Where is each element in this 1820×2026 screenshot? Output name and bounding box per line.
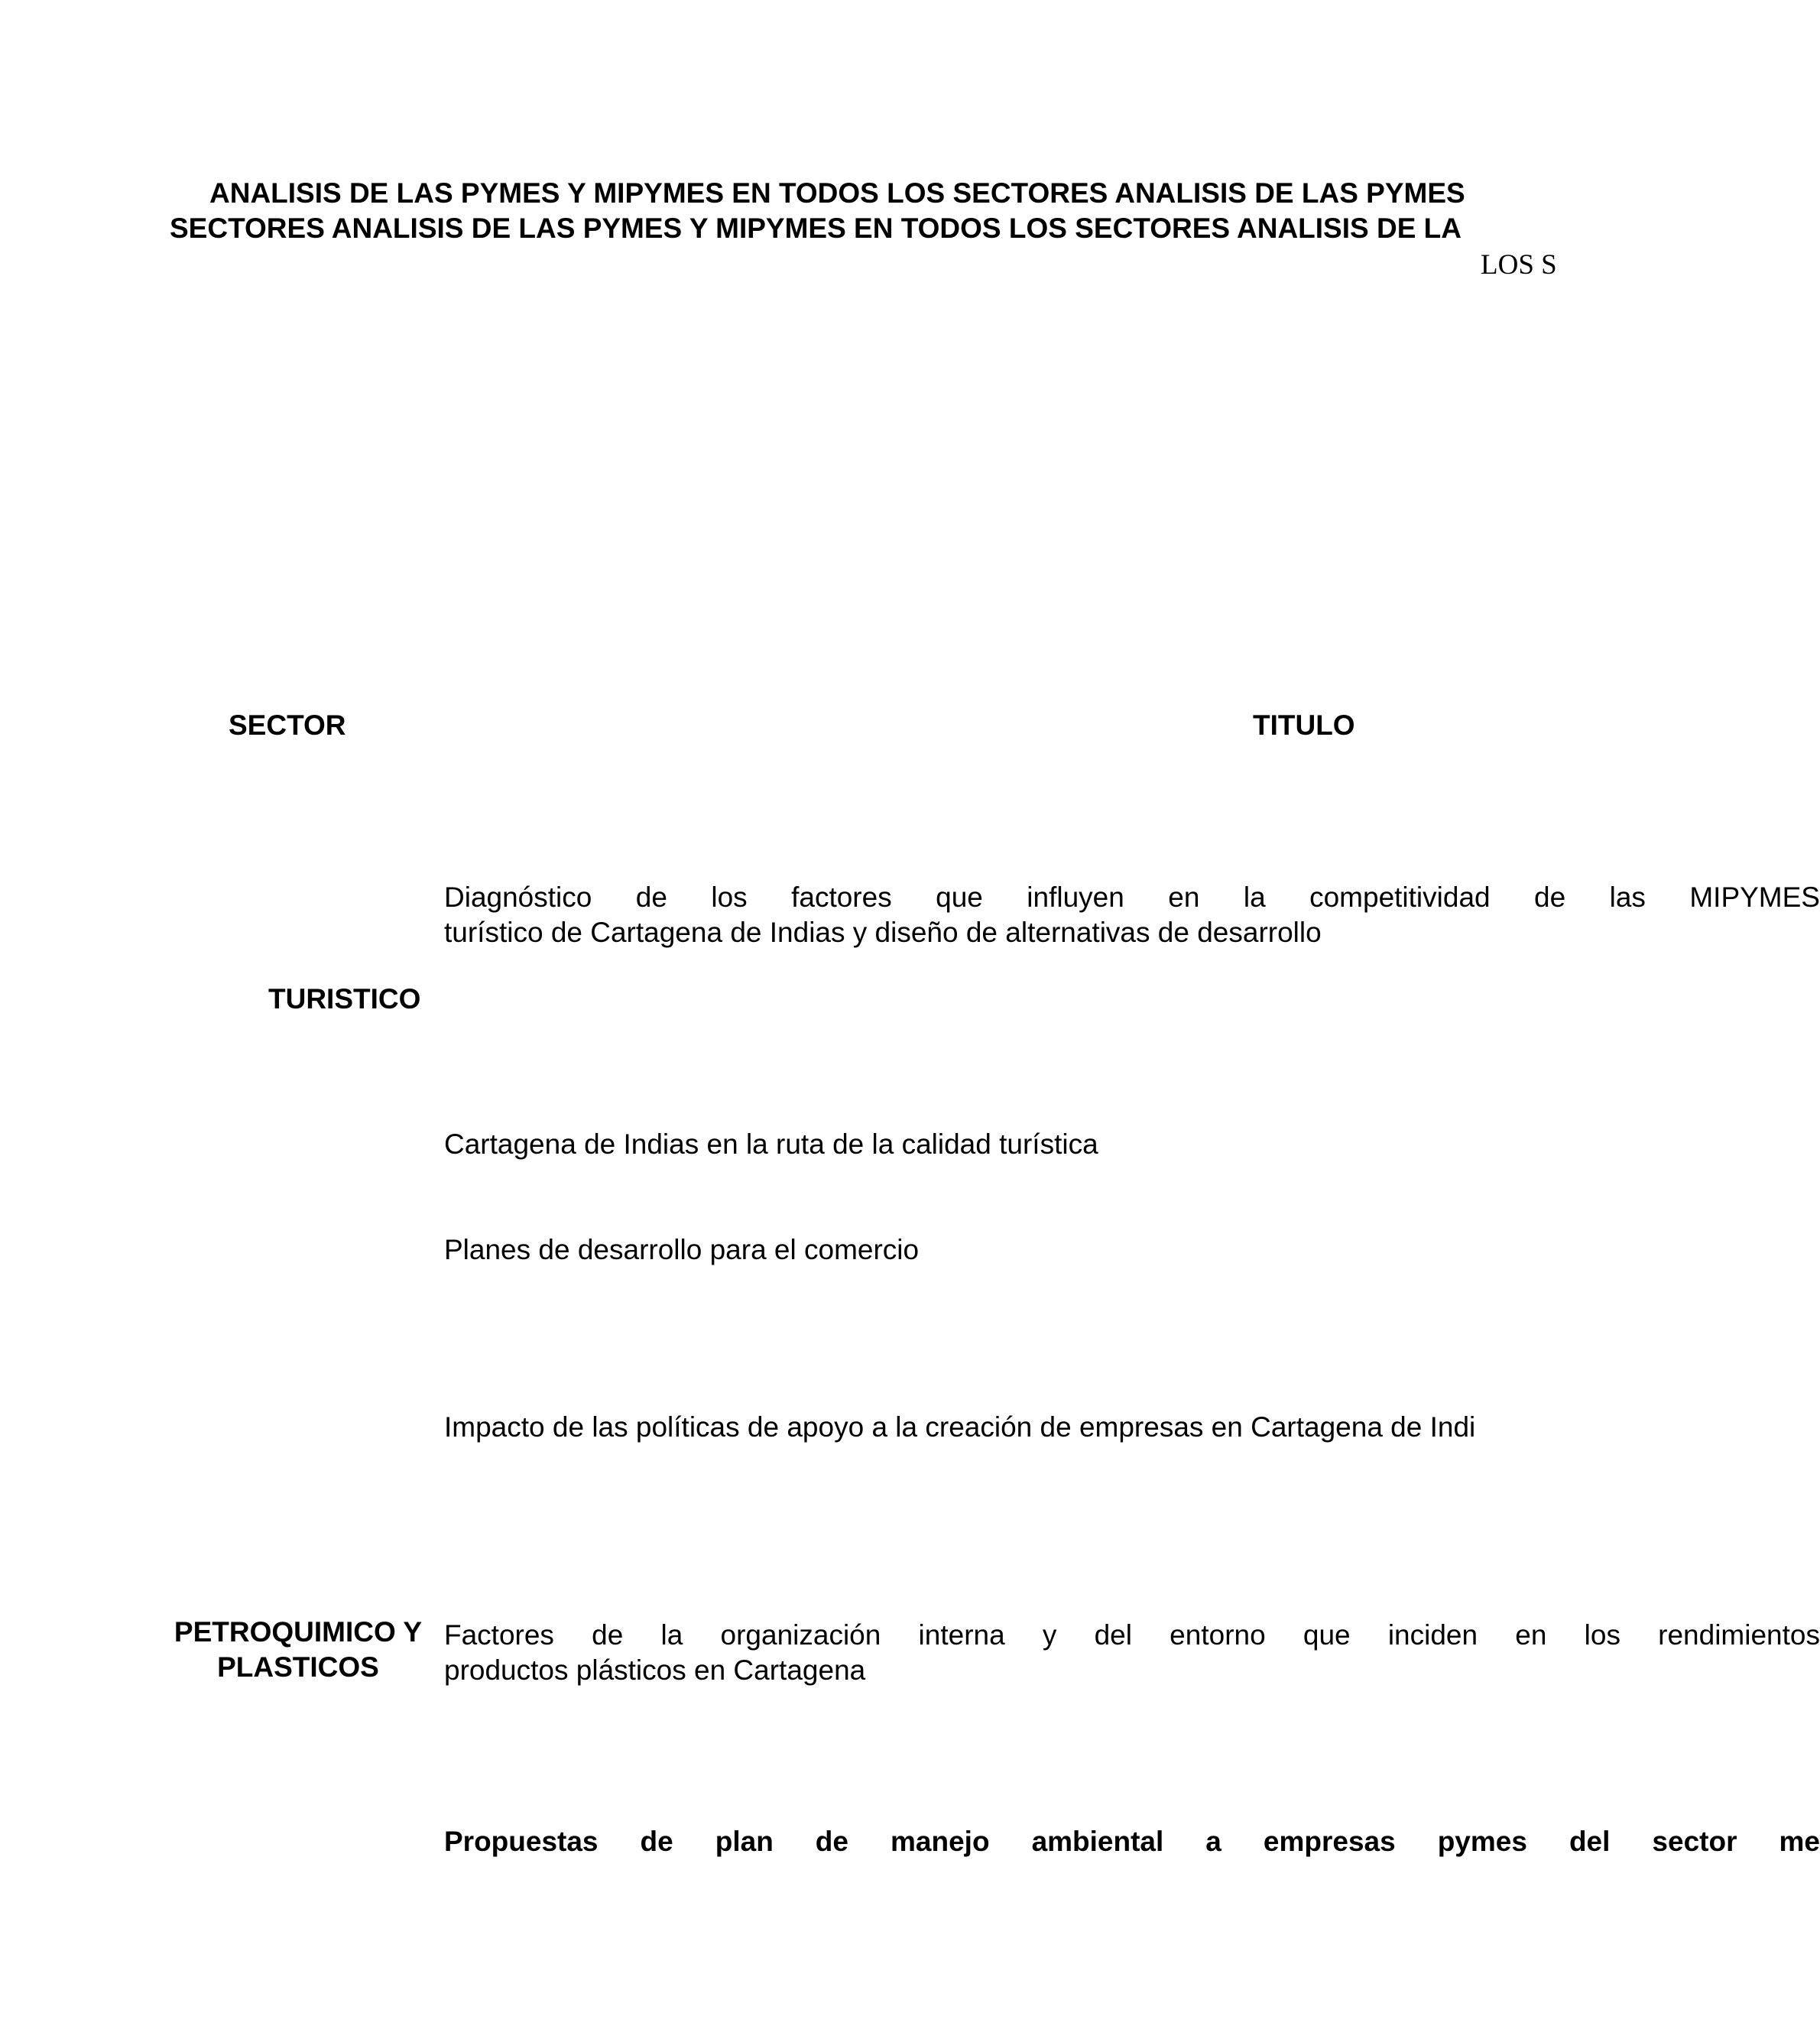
titulo-line: Factores de la organización interna y del entorno que inciden en los rendimientos (444, 1619, 1820, 1651)
titulo-line: productos plásticos en Cartagena (444, 1654, 866, 1686)
titulo-line: Diagnóstico de los factores que influyen en la competitividad de las MIPYMES (444, 882, 1820, 913)
titulo-line: Propuestas de plan de manejo ambiental a empresas pymes del sector me (444, 1826, 1820, 1857)
sector-label-line: PETROQUIMICO Y (174, 1616, 423, 1648)
document-title-line-2: SECTORES ANALISIS DE LAS PYMES Y MIPYMES EN TODOS LOS SECTORES ANALISIS DE LA (170, 213, 1462, 244)
sector-label: TURISTICO (268, 983, 421, 1015)
column-header-sector: SECTOR (229, 709, 346, 741)
document-title-line-3: LOS S (1481, 249, 1557, 281)
table-row-titulo: Impacto de las políticas de apoyo a la creación de empresas en Cartagena de Indi (444, 1411, 1476, 1443)
table-row-titulo: Cartagena de Indias en la ruta de la calidad turística (444, 1128, 1098, 1160)
sector-label (161, 1615, 436, 1685)
table-row-titulo (444, 1824, 1820, 1859)
sector-label-line: PLASTICOS (217, 1651, 379, 1683)
document-title-line-1: ANALISIS DE LAS PYMES Y MIPYMES EN TODOS LOS SECTORES ANALISIS DE LAS PYMES (209, 177, 1465, 209)
table-row-titulo (444, 880, 1820, 950)
column-header-titulo: TITULO (1253, 709, 1355, 741)
table-row-titulo (444, 1618, 1820, 1688)
table-row-titulo: Planes de desarrollo para el comercio (444, 1234, 920, 1265)
titulo-line: turístico de Cartagena de Indias y diseño de alternativas de desarrollo (444, 917, 1322, 948)
